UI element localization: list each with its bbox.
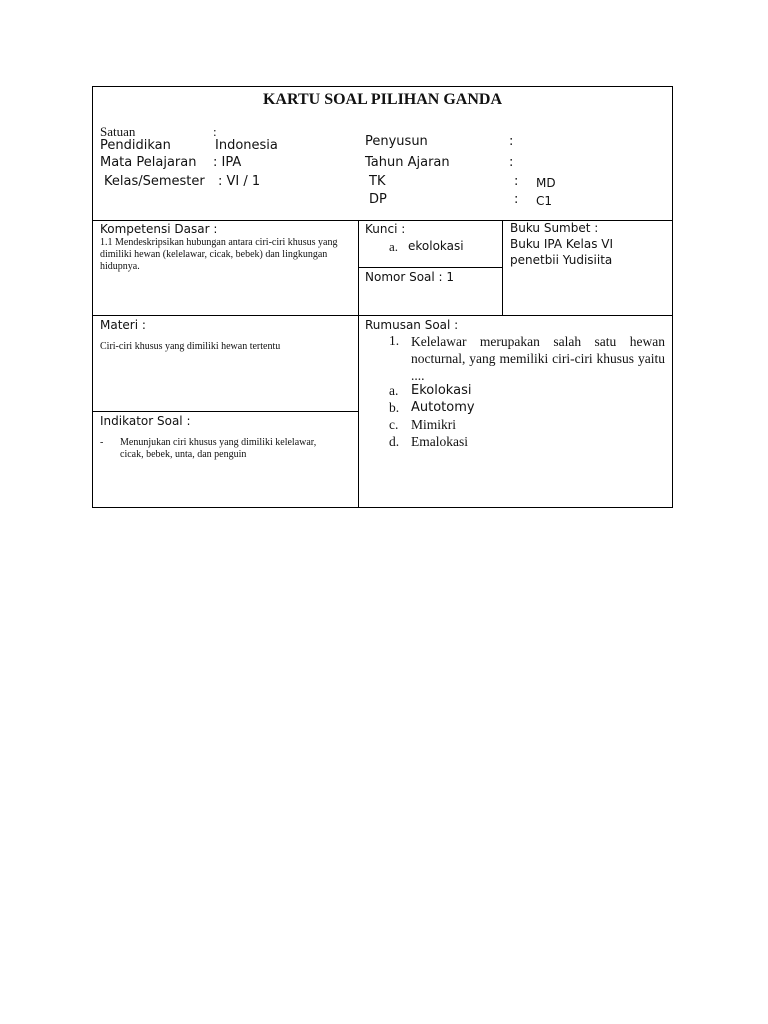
kunci-marker: a.: [389, 239, 399, 254]
divider-materi: [93, 411, 358, 412]
kunci-label: Kunci :: [365, 222, 406, 236]
indikator-text: Menunjukan ciri khusus yang dimiliki kelelawar, cicak, bebek, unta, dan penguin: [120, 437, 317, 460]
satuan-value: Indonesia: [215, 138, 278, 153]
option-letter-d: d.: [389, 434, 400, 449]
option-text-c: Mimikri: [411, 417, 457, 432]
pendidikan-label: Pendidikan: [100, 138, 171, 153]
kelas-value: : VI / 1: [218, 174, 261, 189]
penyusun-label: Penyusun: [365, 134, 428, 149]
nomor-soal: Nomor Soal : 1: [365, 270, 455, 284]
kunci-value: ekolokasi: [408, 239, 464, 253]
satuan-colon: :: [213, 124, 217, 139]
materi-text: Ciri-ciri khusus yang dimiliki hewan tertentu: [100, 341, 281, 352]
indikator-label: Indikator Soal :: [100, 414, 191, 428]
option-letter-a: a.: [389, 383, 399, 398]
divider-kunci: [358, 267, 502, 268]
rumusan-label: Rumusan Soal :: [365, 318, 459, 332]
question-number: 1.: [389, 333, 400, 348]
penyusun-colon: :: [509, 134, 514, 149]
kelas-label: Kelas/Semester: [104, 174, 205, 189]
question-text: Kelelawar merupakan salah satu hewan nocturnal, yang memiliki ciri-ciri khusus yaitu ....: [411, 334, 665, 383]
mapel-label: Mata Pelajaran: [100, 155, 197, 170]
question-card: [92, 86, 673, 508]
divider-middle: [93, 315, 672, 316]
kompetensi-text: 1.1 Mendeskripsikan hubungan antara ciri-ciri khusus yang dimiliki hewan (kelelawar, cicak, bebek) dan lingkungan hidupnya.: [100, 237, 338, 272]
dp-value: C1: [536, 194, 553, 208]
satuan-label: Satuan: [100, 124, 136, 139]
kompetensi-label: Kompetensi Dasar :: [100, 222, 218, 236]
materi-label: Materi :: [100, 318, 146, 332]
card-title: KARTU SOAL PILIHAN GANDA: [262, 91, 503, 108]
indikator-bullet: -: [100, 437, 104, 448]
option-text-b: Autotomy: [411, 400, 475, 415]
tahun-label: Tahun Ajaran: [365, 155, 450, 170]
option-letter-b: b.: [389, 400, 400, 415]
tk-label: TK: [369, 174, 386, 189]
dp-colon: :: [514, 192, 519, 207]
divider-center: [358, 220, 359, 508]
tk-colon: :: [514, 174, 519, 189]
dp-label: DP: [369, 192, 387, 207]
buku-label: Buku Sumbet :: [510, 221, 599, 235]
mapel-value: : IPA: [213, 155, 242, 170]
tahun-colon: :: [509, 155, 514, 170]
buku-line1: Buku IPA Kelas VI: [510, 237, 614, 251]
option-text-a: Ekolokasi: [411, 383, 472, 398]
buku-line2: penetbii Yudisiita: [510, 253, 613, 267]
option-letter-c: c.: [389, 417, 399, 432]
option-text-d: Emalokasi: [411, 434, 468, 449]
divider-buku: [502, 220, 503, 315]
tk-value: MD: [536, 176, 556, 190]
